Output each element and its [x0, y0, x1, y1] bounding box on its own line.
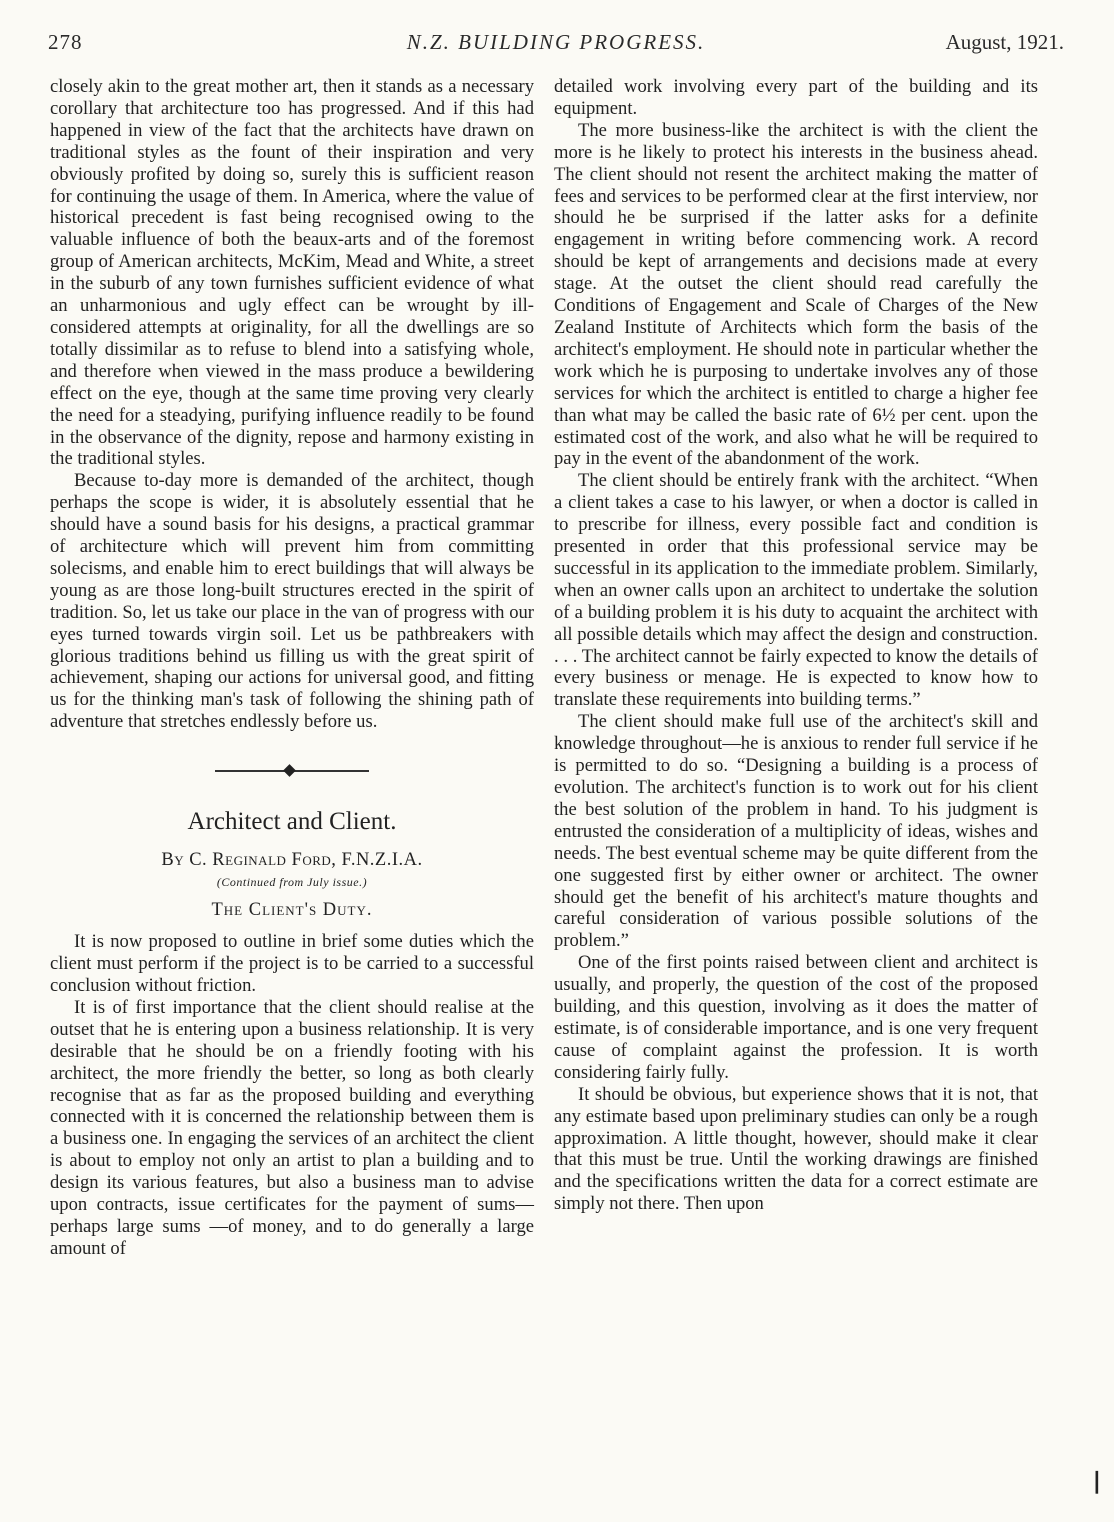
body-paragraph: detailed work involving every part of the building and its equipment.	[554, 76, 1038, 119]
body-paragraph: closely akin to the great mother art, then it stands as a necessary corollary that architecture too has progressed. And if this had happened in view of the fact that the architects have drawn on traditional styles as the fount of their inspiration and very obviously profited by doing so, surely this is sufficient reason for continuing the usage of them. In America, where the value of historical precedent is fast being recognised owing to the valuable influence of both the beaux-arts and of the foremost group of American architects, McKim, Mead and White, a street in the suburb of any town furnishes sufficient evidence of what an unharmonious and ugly effect can be wrought by ill-considered attempts at originality, for all the dwellings are so totally dissimilar as to refuse to blend into a satisfying whole, and therefore when viewed in the mass produce a bewildering effect on the eye, though at the same time proving very clearly the need for a steadying, purifying influence readily to be found in the observance of the dignity, repose and harmony existing in the traditional styles.	[50, 76, 534, 470]
body-paragraph: Because to-day more is demanded of the architect, though perhaps the scope is wider, it is absolutely essential that he should have a sound basis for his designs, a practical grammar of architecture which will prevent him from committing solecisms, and enable him to erect buildings that will always be young as are those long-built structures erected in the spirit of tradition. So, let us take our place in the van of progress with our eyes turned towards virgin soil. Let us be pathbreakers with glorious traditions behind us filling us with the great spirit of achievement, shaping our actions for universal good, and fitting us for the thinking man's task of following the shining path of adventure that stretches endlessly before us.	[50, 470, 534, 733]
body-paragraph: It is of first importance that the client should realise at the outset that he is entering upon a business relationship. It is very desirable that he should be on a friendly footing with his architect, the more friendly the better, so long as both clearly recognise that as far as the proposed building and everything connected with it is concerned the relationship between them is a business one. In engaging the services of an architect the client is about to employ not only an artist to plan a building and to design its various features, but also a business man to advise upon contracts, issue certificates for the payment of sums—perhaps large sums —of money, and to do generally a large amount of	[50, 996, 534, 1259]
section-subheading: The Client's Duty.	[211, 900, 373, 921]
margin-mark-icon: ❘	[1087, 1468, 1106, 1493]
left-column	[50, 76, 534, 1260]
body-paragraph: The client should be entirely frank with the architect. “When a client takes a case to his lawyer, or when a doctor is called in to prescribe for illness, every possible fact and condition is presented in order that this professional service may be successful in its application to the immediate problem. Similarly, when an owner calls upon an architect to undertake the solution of a building problem it is his duty to acquaint the architect with all possible details which may affect the design and construction. . . . The architect cannot be fairly expected to know the details of every business or menage. He is expected to know how to translate these requirements into building terms.”	[554, 470, 1039, 711]
article-title: Architect and Client.	[187, 808, 397, 836]
continued-note: (Continued from July issue.)	[216, 875, 368, 890]
issue-date: August, 1921.	[945, 30, 1064, 54]
running-header	[48, 30, 1064, 58]
diamond-ornament-icon	[283, 764, 296, 777]
publication-title: N.Z. BUILDING PROGRESS.	[406, 30, 706, 54]
body-paragraph: It should be obvious, but experience shows that it is not, that any estimate based upon preliminary studies can only be a rough approximation. A little thought, however, should make it clear that this must be true. Until the working drawings are finished and the specifications written the data for a correct estimate are simply not there. Then upon	[554, 1083, 1038, 1215]
article-byline: By C. Reginald Ford, F.N.Z.I.A.	[161, 850, 423, 871]
page-number: 278	[48, 30, 83, 54]
body-paragraph: The client should make full use of the architect's skill and knowledge throughout—he is anxious to render full service if he is permitted to do so. “Designing a building is a process of evolution. The architect's function is to work out for his client the best solution of the problem in hand. To his judgment is entrusted the consideration of a multiplicity of ideas, wishes and needs. The best eventual scheme may be quite different from the one suggested first by either owner or architect. The owner should get the benefit of his architect's mature thoughts and careful consideration of various possible solutions of the problem.”	[554, 711, 1038, 952]
body-paragraph: One of the first points raised between client and architect is usually, and properly, the question of the cost of the proposed building, and this question, involving as it does the matter of estimate, is of considerable importance, and is one very frequent cause of complaint against the profession. It is worth considering fairly fully.	[554, 952, 1038, 1083]
body-paragraph: It is now proposed to outline in brief some duties which the client must perform if the project is to be carried to a successful conclusion without friction.	[50, 931, 534, 996]
section-divider	[50, 761, 534, 781]
body-paragraph: The more business-like the architect is with the client the more is he likely to protect his interests in the business ahead. The client should not resent the architect making the matter of fees and services to be performed clear at the first interview, nor should he be surprised if the latter asks for a definite engagement in writing before commencing work. A record should be kept of arrangements and decisions made at every stage. At the outset the client should read carefully the Conditions of Engagement and Scale of Charges of the New Zealand Institute of Architects which form the basis of the architect's employment. He should note in particular whether the work which he is purposing to undertake involves any of those services for which the architect is entitled to charge a higher fee than what may be called the basic rate of 6½ per cent. upon the estimated cost of the work, and also what he will be required to pay in the event of the abandonment of the work.	[554, 119, 1038, 470]
right-column	[554, 76, 1038, 1215]
